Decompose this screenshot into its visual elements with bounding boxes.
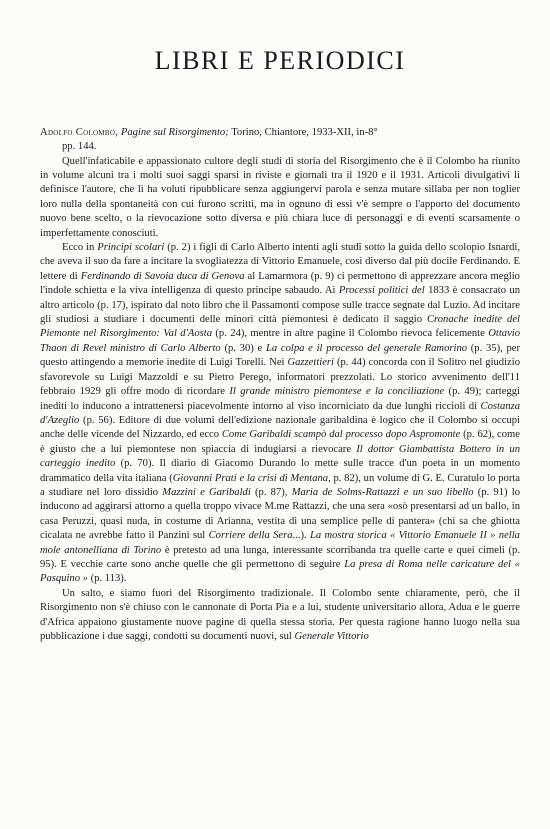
p2-title: Processi politici del (338, 285, 425, 297)
paragraph-3 (40, 587, 520, 645)
p2-text: (p. 62), come è giusto che a lui piemontese non spiaccia di indugiarsi a rievocare (40, 429, 520, 455)
p2-title: Mazzini e Garibaldi (162, 486, 251, 498)
p2-text: Ecco in (62, 242, 98, 254)
p2-text: (p. 30) e (220, 342, 266, 354)
p2-title: Costanza d'Azeglio (40, 400, 520, 426)
citation-work: Pagine sul Risorgimento; (120, 127, 229, 138)
p2-text: al Lamarmora (p. 9) ci permettono di apprezzare ancora meglio l'indole schietta e la viva intelligenza di questo principe sabaudo. Ai (40, 270, 520, 297)
p2-title: Ferdinando di Savoia duca di Genova (80, 270, 245, 282)
p2-title: La colpa e il processo del generale Ramorino (265, 342, 468, 354)
page-title: LIBRI E PERIODICI (154, 46, 406, 75)
p2-title: Maria de Solms-Rattazzi e un suo libello (291, 486, 474, 498)
p2-text: è pretesto ad una lunga, interessante scorribanda tra quelle carte e quei cimeli (p. 95). E vecchie carte sono anche quelle che gli permettono di seguire (40, 544, 520, 570)
p2-title: Il grande ministro piemontese e la conciliazione (229, 386, 445, 398)
citation-publication: Torino, Chiantore, 1933-XII, in-8° (228, 127, 378, 138)
p2-title: Corriere della Sera (208, 530, 293, 542)
paragraph-2 (40, 241, 520, 587)
p2-text: (p. 87), (250, 486, 292, 498)
paragraph-1 (40, 155, 520, 241)
p2-title: Cronache inedite del Piemonte nel Risorgimento: Val d'Aosta (40, 314, 520, 340)
p3-text: Un salto, e siamo fuori del Risorgimento tradizionale. Il Colombo sente chiaramente, però, che il Risorgimento non s'è chiuso con le cannonate di Porta Pia e a lui, studente universitario allora, Adua e le guerre d'Africa appaiono giustamente nuove pagine di quella stessa storia. Per questa ragione hanno luogo nella sua pubblicazione i due saggi, condotti su documenti nuovi, sul (40, 587, 520, 642)
p2-text: (p. 44) concorda con il Solitro nel giudizio sfavorevole su Luigi Mazzoldi e su Pietro Perego, informatori prezzolati. Lo storico avvenimento dell'11 febbraio 1929 gli offre modo di ricordare (40, 357, 520, 398)
p2-title: Il dottor Giambattista Bottero in un carteggio inedito (40, 443, 520, 470)
p2-text: (p. 2) i figli di Carlo Alberto intenti agli studî sotto la guida dello scolopio Isnardi, che aveva il suo da fare a incitare la svogliatezza di Vittorio Emanuele, così diverso dal più docile Ferdinando. E lettere di (40, 242, 521, 282)
p2-title: La mostra storica « Vittorio Emanuele II » nella mole antonelliana di Torino (40, 530, 520, 556)
p2-title: Ottavio Thaon di Revel ministro di Carlo Alberto (40, 328, 521, 354)
p2-title: La presa di Roma nelle caricature del « Pasquino » (40, 558, 520, 585)
p2-text: 1833 è consacrato un altro articolo (p. 17), ispirato dal noto libro che il Passamonti compose sulle tracce segnate dal Luzio. Ad incitare gli studiosi a studiare i documenti delle minori città piemontesi è dedicato il saggio (40, 285, 520, 326)
citation-author: Adolfo Colombo, (40, 127, 119, 138)
review-entry (40, 126, 520, 644)
paragraph-1-text: Quell'infaticabile e appassionato cultore degli studi di storia del Risorgimento che è il Colombo ha riunito in volume alcuni tra i molti suoi saggi sparsi in riviste e giornali tra il 1920 e il 1931. Articoli divulgativi li definisce l'autore, che li ha voluti ripubblicare senza aggiungervi parola e senza mutare sillaba per non toglier loro nulla della spontaneità con cui furono scritti, ma in ognuno di essi v'è sempre o l'apporto del documento nuovo bene scelto, o la rievocazione sotto diversa e più chiara luce di personaggi e di eventi scarsamente o imperfettamente conosciuti. (40, 155, 520, 239)
p2-text: (p. 56). Editore di due volumi dell'edizione nazionale garibaldina è logico che il Colombo si occupi anche delle vicende del Nizzardo, ed ecco (40, 414, 520, 441)
p3-title: Generale Vittorio (294, 631, 369, 642)
p2-title: Gazzettieri (287, 357, 334, 369)
p2-title: Come Garibaldi scampò dal processo dopo Aspromonte (221, 429, 461, 441)
p2-text: (p. 113). (87, 573, 127, 585)
p2-title: Giovanni Prati e la crisi di Mentana (172, 472, 329, 484)
p2-text: (p. 91) lo inducono ad aggirarsi attorno a quella troppo vivace M.me Rattazzi, che una sera «osò presentarsi ad un ballo, in casa Peruzzi, quasi nuda, in costume di Arianna, vestita di una semplice pelle di pantera» (chi sa che ghiotta cicalata ne avrebbe fatto il Panzini sul (40, 486, 521, 542)
p2-text: (p. 70). Il diario di Giacomo Durando lo mette sulle tracce d'un poeta in un momento drammatico della vita italiana ( (40, 458, 521, 484)
p2-text: , p. 82), un volume di G. E. Curatulo lo porta a studiare nel loro dissidio (40, 472, 520, 498)
citation (40, 126, 520, 155)
p2-title: Principi scolari (97, 242, 165, 254)
citation-pages: pp. 144. (62, 141, 97, 153)
p2-text: (p. 49); carteggi inediti lo inducono a intrattenersi piacevolmente intorno al viso incorniciato da due lunghi riccioli di (40, 386, 520, 412)
p2-text: (p. 24), mentre in altre pagine il Colombo rievoca felicemente (212, 328, 489, 340)
p2-text: (p. 35), per questo attingendo a memorie inedite di Luigi Torelli. Nei (40, 342, 521, 369)
p2-text: ...). (292, 530, 310, 542)
